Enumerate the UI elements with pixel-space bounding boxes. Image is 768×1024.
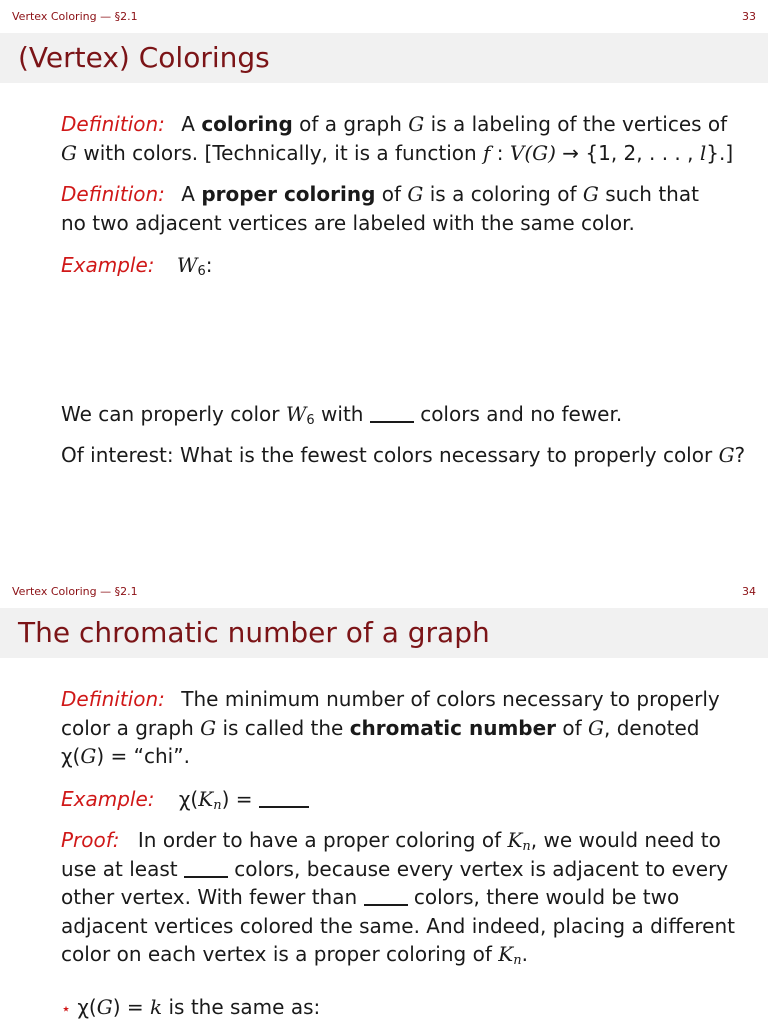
definition-proper-coloring-line1 [61,180,699,208]
text: color on each vertex is a proper coloring of [61,942,499,966]
math-l: l [699,141,707,165]
text: ) = [221,787,259,811]
example-label: Example: [61,253,155,277]
star-statement [61,993,320,1023]
term-chromatic-number: chromatic number [349,716,557,740]
answer-blank [370,421,414,423]
proof-line3 [61,883,679,911]
text: χ( [178,787,199,811]
slide-34 [0,575,768,1024]
math-W: W [176,253,198,277]
text: We can properly color [61,402,286,426]
math-G: G [200,716,217,740]
definition-chromatic-line2 [61,714,699,742]
slide-title: (Vertex) Colorings [18,41,270,74]
text: is the same as: [162,995,321,1019]
section-label: Vertex Coloring — §2.1 [12,10,138,23]
text: other vertex. With fewer than [61,885,364,909]
slide-header [0,585,768,603]
text: . [521,942,528,966]
text: : [490,141,510,165]
math-K: K [498,942,514,966]
text: colors, there would be two [407,885,680,909]
math-k: k [150,995,163,1019]
interest-question [61,441,745,469]
math-K: K [507,828,523,852]
text: such that [598,182,699,206]
section-label: Vertex Coloring — §2.1 [12,585,138,598]
subscript: n [522,839,531,854]
text: In order to have a proper coloring of [137,828,508,852]
definition-chromatic-line3 [61,742,190,770]
text: ) = “chi”. [96,744,190,768]
math-G: G [96,995,113,1019]
star-icon: ⋆ [61,999,72,1018]
text: is called the [216,716,350,740]
text: color a graph [61,716,201,740]
math-G: G [408,112,425,136]
text: ? [734,443,746,467]
text: with colors. [Technically, it is a function [76,141,484,165]
color-count-line [61,400,622,435]
text: colors and no fewer. [413,402,623,426]
math-K: K [198,787,214,811]
slide-header [0,10,768,28]
subscript: n [513,953,522,968]
math-G: G [407,182,424,206]
definition-coloring-line2 [61,139,733,167]
proof-line4: adjacent vertices colored the same. And indeed, placing a different [61,914,736,938]
text: → {1, 2, . . . , [555,141,700,165]
definition-label: Definition: [61,687,165,711]
math-G: G [80,744,97,768]
text: of [375,182,408,206]
definition-chromatic-line1 [61,685,720,713]
math-G: G [61,141,77,165]
answer-blank [259,806,309,808]
math-f: f [483,141,491,165]
text: with [314,402,370,426]
text: A [181,112,202,136]
math-G: G [582,182,599,206]
text: , we would need to [530,828,721,852]
proof-line5 [61,940,528,975]
title-bar [0,608,768,658]
example-W6 [61,251,212,286]
text: }.] [706,141,734,165]
example-label: Example: [61,787,155,811]
slide-title: The chromatic number of a graph [18,616,490,649]
text: The minimum number of colors necessary to properly [181,687,720,711]
text: χ( [71,995,97,1019]
page-number: 33 [742,10,756,23]
math-G: G [718,443,735,467]
text: is a coloring of [423,182,583,206]
answer-blank [364,904,408,906]
text: A [181,182,202,206]
text: is a labeling of the vertices of [424,112,728,136]
page-number: 34 [742,585,756,598]
math-VG: V(G) [509,141,556,165]
text: colors, because every vertex is adjacent to every [227,857,729,881]
proof-line2 [61,855,728,883]
text: ) = [112,995,150,1019]
text: of [556,716,589,740]
title-bar [0,33,768,83]
text: χ( [61,744,81,768]
subscript: n [213,798,222,813]
text: use at least [61,857,184,881]
math-W: W [285,402,307,426]
definition-proper-coloring-line2: no two adjacent vertices are labeled with the same color. [61,211,635,235]
answer-blank [184,876,228,878]
subscript: 6 [306,413,315,428]
term-coloring: coloring [201,112,293,136]
text: of a graph [292,112,409,136]
math-G: G [588,716,605,740]
text: : [205,253,213,277]
example-chi-Kn [61,785,309,820]
text: Of interest: What is the fewest colors necessary to properly color [61,443,719,467]
definition-label: Definition: [61,112,165,136]
proof-label: Proof: [61,828,120,852]
subscript: 6 [197,264,206,279]
term-proper-coloring: proper coloring [201,182,376,206]
definition-label: Definition: [61,182,165,206]
text: , denoted [604,716,700,740]
definition-coloring-line1 [61,110,727,138]
